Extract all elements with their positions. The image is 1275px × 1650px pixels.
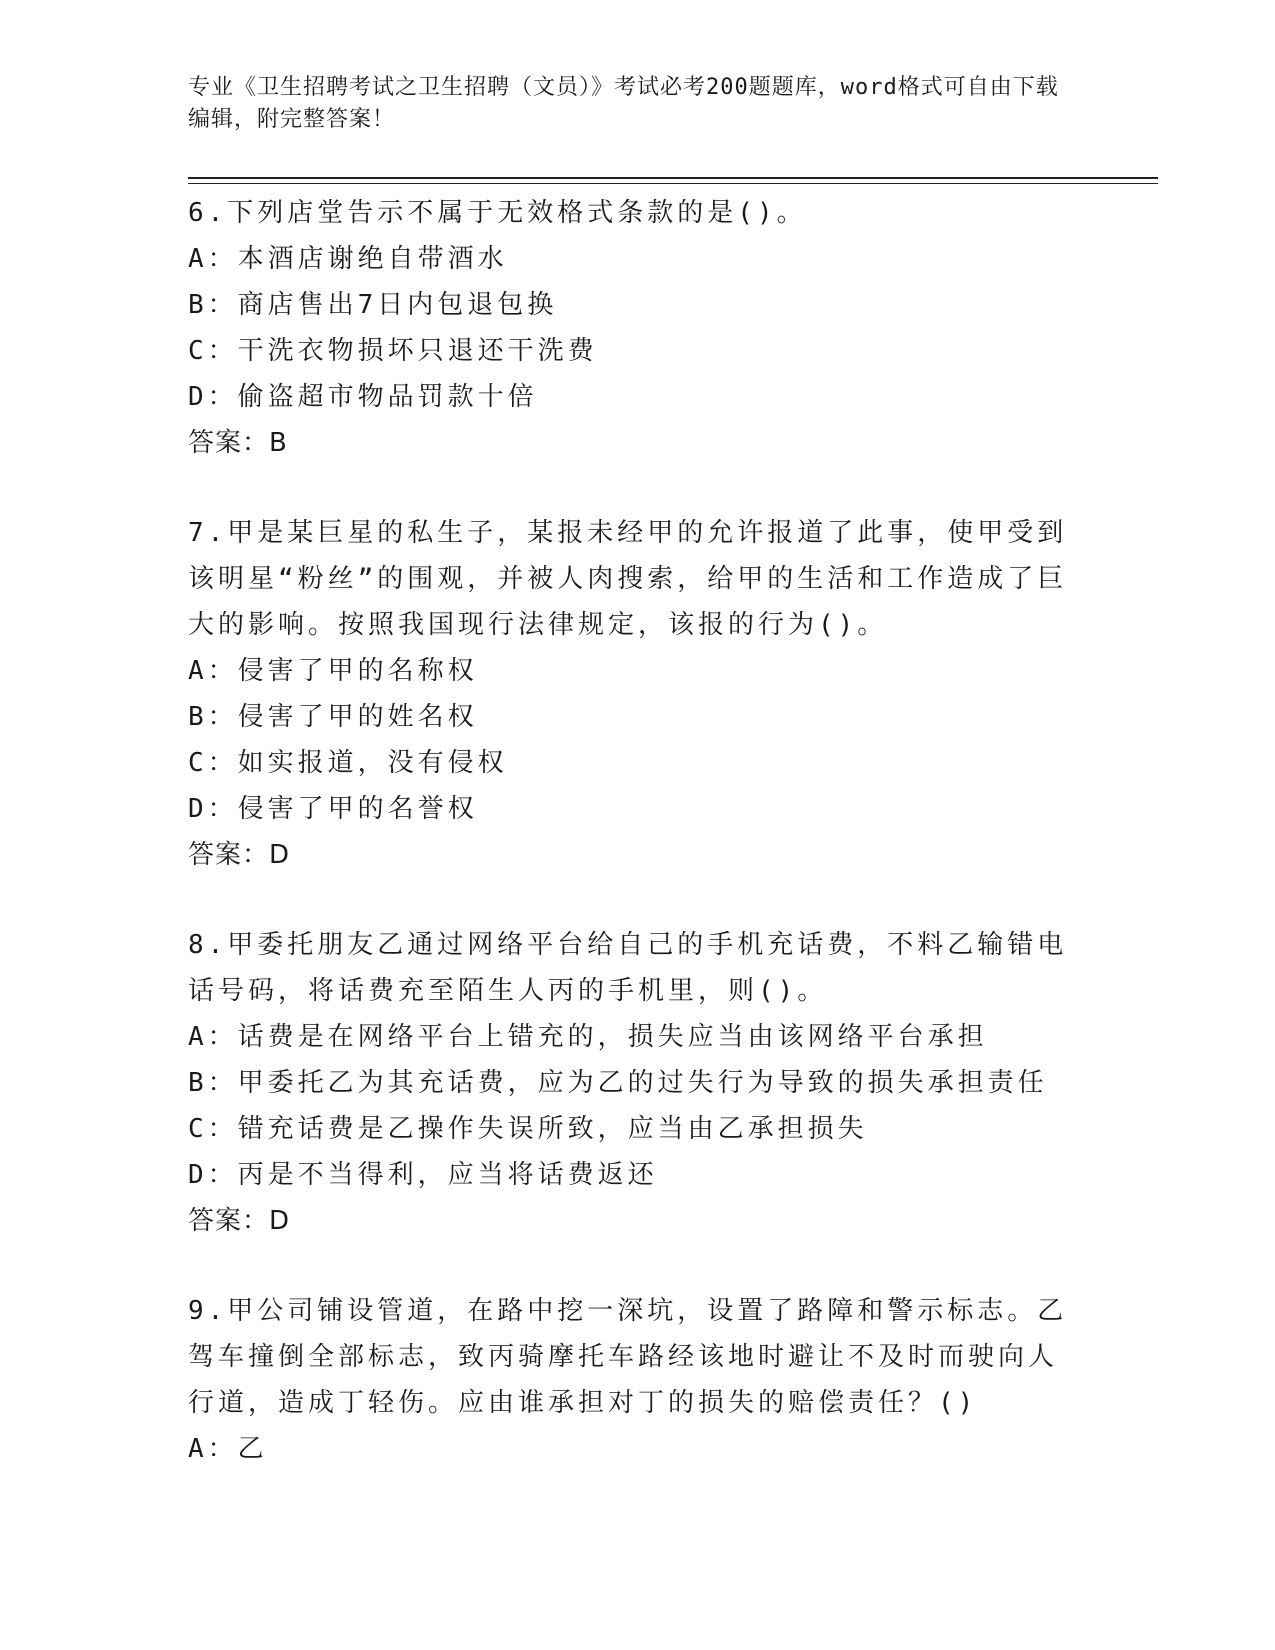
- question-stem: 6.下列店堂告示不属于无效格式条款的是()。: [188, 198, 807, 228]
- question-7: [188, 510, 1068, 878]
- question-stem: 7.甲是某巨星的私生子，某报未经甲的允许报道了此事，使甲受到该明星“粉丝”的围观，并被人肉搜索，给甲的生活和工作造成了巨大的影响。按照我国现行法律规定，该报的行为()。: [188, 518, 1068, 640]
- option-a: A：侵害了甲的名称权: [188, 656, 478, 686]
- question-list: [188, 190, 1068, 1516]
- option-c: C：错充话费是乙操作失误所致，应当由乙承担损失: [188, 1114, 868, 1144]
- option-a: A：话费是在网络平台上错充的，损失应当由该网络平台承担: [188, 1022, 988, 1052]
- option-a: A：本酒店谢绝自带酒水: [188, 244, 508, 274]
- question-stem: 8.甲委托朋友乙通过网络平台给自己的手机充话费，不料乙输错电话号码，将话费充至陌生人丙的手机里，则()。: [188, 930, 1068, 1006]
- option-d: D：侵害了甲的名誉权: [188, 794, 478, 824]
- document-header: 专业《卫生招聘考试之卫生招聘（文员）》考试必考200题题库，word格式可自由下载编辑，附完整答案！: [188, 75, 1059, 132]
- question-8: [188, 922, 1068, 1244]
- header-rule-thin: [188, 183, 1158, 184]
- option-d: D：丙是不当得利，应当将话费返还: [188, 1160, 658, 1190]
- question-stem: 9.甲公司铺设管道，在路中挖一深坑，设置了路障和警示标志。乙驾车撞倒全部标志，致丙骑摩托车路经该地时避让不及时而驶向人行道，造成丁轻伤。应由谁承担对丁的损失的赔偿责任？(): [188, 1296, 1068, 1418]
- option-b: B：商店售出7日内包退包换: [188, 290, 558, 320]
- option-b: B：侵害了甲的姓名权: [188, 702, 478, 732]
- option-b: B：甲委托乙为其充话费，应为乙的过失行为导致的损失承担责任: [188, 1068, 1048, 1098]
- header-rule-thick: [188, 177, 1158, 179]
- answer-line: 答案：B: [188, 428, 288, 458]
- answer-line: 答案：D: [188, 1206, 291, 1236]
- option-a: A：乙: [188, 1434, 268, 1464]
- question-9: [188, 1288, 1068, 1472]
- option-c: C：干洗衣物损坏只退还干洗费: [188, 336, 598, 366]
- answer-line: 答案：D: [188, 840, 291, 870]
- question-6: [188, 190, 1068, 466]
- option-d: D：偷盗超市物品罚款十倍: [188, 382, 538, 412]
- option-c: C：如实报道，没有侵权: [188, 748, 508, 778]
